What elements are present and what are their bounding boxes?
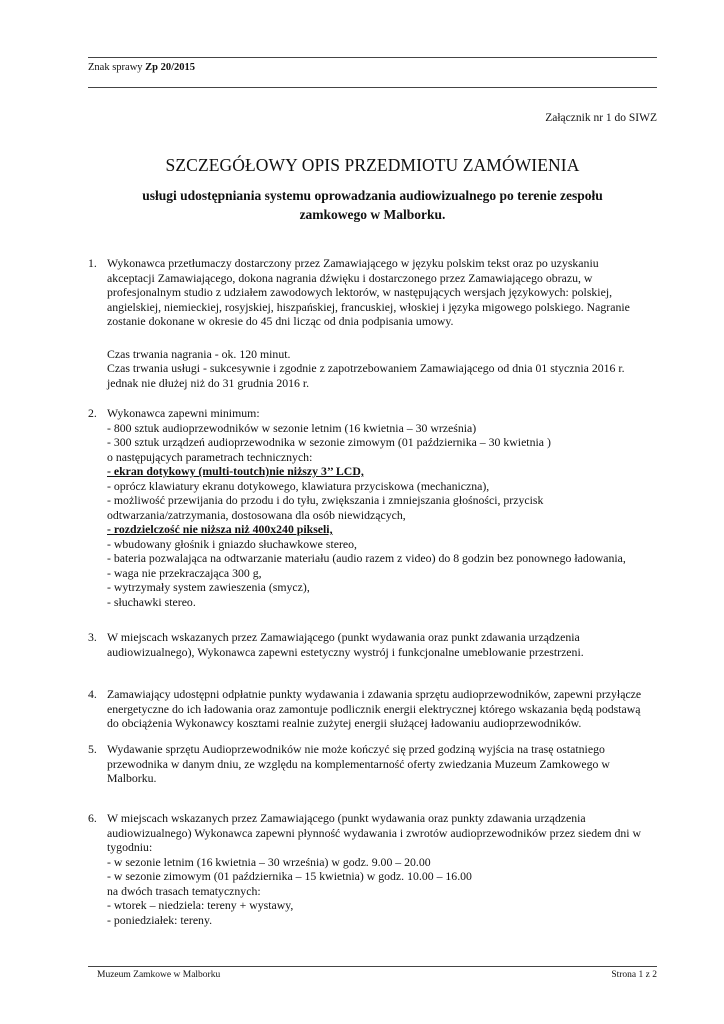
item-line xyxy=(107,329,660,347)
item-line: energetyczne do ich ładowania oraz zamontuje podlicznik energii elektrycznej którego wskazania będą podstawą xyxy=(107,701,641,716)
case-reference-prefix: Znak sprawy xyxy=(88,62,146,73)
annex-label: Załącznik nr 1 do SIWZ xyxy=(545,112,657,124)
footer-page-number: Strona 1 z 2 xyxy=(611,970,657,980)
item-line: Wykonawca zapewni minimum: xyxy=(107,406,260,420)
case-reference xyxy=(88,62,195,73)
item-line: Zamawiający udostępni odpłatnie punkty wydawania i zdawania sprzętu audioprzewodników, zapewni przyłącze xyxy=(107,687,642,701)
item-line: - wytrzymały system zawieszenia (smycz), xyxy=(107,580,310,594)
item-line: - oprócz klawiatury ekranu dotykowego, klawiatura przyciskowa (mechaniczna), xyxy=(107,478,490,493)
list-item-2 xyxy=(88,406,660,609)
subtitle-line: usługi udostępniania systemu oprowadzania audiowizualnego po terenie zespołu xyxy=(142,188,603,203)
item-line: Czas trwania usługi - sukcesywnie i zgodnie z zapotrzebowaniem Zamawiającego od dnia 01 stycznia 2016 r. xyxy=(107,361,625,375)
item-line: tygodniu: xyxy=(107,840,153,854)
item-line: przewodnika w danym dniu, ze względu na komplementarność oferty zwiedzania Muzeum Zamkowego w xyxy=(107,756,610,771)
footer-left: Muzeum Zamkowe w Malborku xyxy=(97,970,221,980)
item-number: 1. xyxy=(88,256,97,270)
item-line: - waga nie przekraczająca 300 g, xyxy=(107,565,262,580)
item-line: odtwarzania/zatrzymania, dostosowana dla osób niewidzących, xyxy=(107,507,406,522)
footer-rule xyxy=(88,966,657,967)
item-line: - w sezonie letnim (16 kwietnia – 30 września) w godz. 9.00 – 20.00 xyxy=(107,854,431,869)
document-subtitle xyxy=(110,186,635,224)
item-line: - możliwość przewijania do przodu i do tyłu, zwiększania i zmniejszania głośności, przycisk xyxy=(107,493,544,507)
list-item-3 xyxy=(88,630,660,659)
item-line: angielskiej, niemieckiej, rosyjskiej, hiszpańskiej, francuskiej, włoskiej i języka migowego polskiego. Nagranie xyxy=(107,299,630,314)
item-line: Czas trwania nagrania - ok. 120 minut. xyxy=(107,346,291,361)
item-number: 3. xyxy=(88,630,97,644)
item-line: jednak nie dłużej niż do 31 grudnia 2016 r. xyxy=(107,375,310,390)
item-line: profesjonalnym studio z udziałem zawodowych lektorów, w następujących wersjach językowych: polskiej, xyxy=(107,285,613,299)
item-line: - 800 sztuk audioprzewodników w sezonie letnim (16 kwietnia – 30 września) xyxy=(107,420,477,435)
list-item-5 xyxy=(88,742,660,786)
item-line: W miejscach wskazanych przez Zamawiającego (punkt wydawania oraz punkt zdawania urządzenia xyxy=(107,630,580,644)
subtitle-line: zamkowego w Malborku. xyxy=(299,207,446,222)
item-line: - wbudowany głośnik i gniazdo słuchawkowe stereo, xyxy=(107,536,357,551)
item-line-emphasis: - ekran dotykowy (multi-toutch)nie niższy 3’’ LCD, xyxy=(107,464,364,478)
list-item-4 xyxy=(88,687,660,731)
item-line: zostanie dokonane w okresie do 45 dni licząc od dnia podpisania umowy. xyxy=(107,314,454,328)
item-line: - w sezonie zimowym (01 października – 15 kwietnia) w godz. 10.00 – 16.00 xyxy=(107,869,472,883)
item-line: - słuchawki stereo. xyxy=(107,594,196,609)
item-line-emphasis: - rozdzielczość nie niższa niż 400x240 pikseli, xyxy=(107,522,333,536)
item-line: audiowizualnego), Wykonawca zapewni estetyczny wystrój i funkcjonalne umeblowanie przestrzeni. xyxy=(107,644,584,659)
item-number: 4. xyxy=(88,687,97,701)
item-number: 5. xyxy=(88,742,97,756)
item-line: - 300 sztuk urządzeń audioprzewodnika w sezonie zimowym (01 października – 30 kwietnia ) xyxy=(107,435,551,449)
item-line: - wtorek – niedziela: tereny + wystawy, xyxy=(107,898,294,912)
item-line: do obciążenia Wykonawcy kosztami realnie zużytej energii służącej ładowaniu audioprzewodników. xyxy=(107,716,582,730)
item-line: Wykonawca przetłumaczy dostarczony przez Zamawiającego w języku polskim tekst oraz po uzyskaniu xyxy=(107,256,599,270)
item-number: 2. xyxy=(88,406,97,420)
item-line: - poniedziałek: tereny. xyxy=(107,912,213,927)
item-line: W miejscach wskazanych przez Zamawiającego (punkt wydawania oraz punkty zdawania urządzenia xyxy=(107,811,586,825)
header-rule-top xyxy=(88,57,657,58)
item-line: akceptacji Zamawiającego, dokona nagrania dźwięku i dostarczonego przez Zamawiającego obrazu, w xyxy=(107,270,593,285)
item-line: Malborku. xyxy=(107,771,157,785)
item-line: o następujących parametrach technicznych: xyxy=(107,449,313,464)
item-number: 6. xyxy=(88,811,97,825)
list-item-1 xyxy=(88,256,660,390)
item-line: - bateria pozwalająca na odtwarzanie materiału (audio razem z video) do 8 godzin bez ponownego ładowania, xyxy=(107,551,626,565)
list-item-6 xyxy=(88,811,660,927)
case-reference-number: Zp 20/2015 xyxy=(145,62,196,73)
header-rule-bottom xyxy=(88,87,657,88)
item-line: na dwóch trasach tematycznych: xyxy=(107,883,261,898)
document-title: SZCZEGÓŁOWY OPIS PRZEDMIOTU ZAMÓWIENIA xyxy=(165,155,580,175)
item-line: Wydawanie sprzętu Audioprzewodników nie może kończyć się przed godziną wyjścia na trasę ostatniego xyxy=(107,742,605,756)
item-line: audiowizualnego) Wykonawca zapewni płynność wydawania i zwrotów audioprzewodników przez siedem dni w xyxy=(107,825,642,840)
